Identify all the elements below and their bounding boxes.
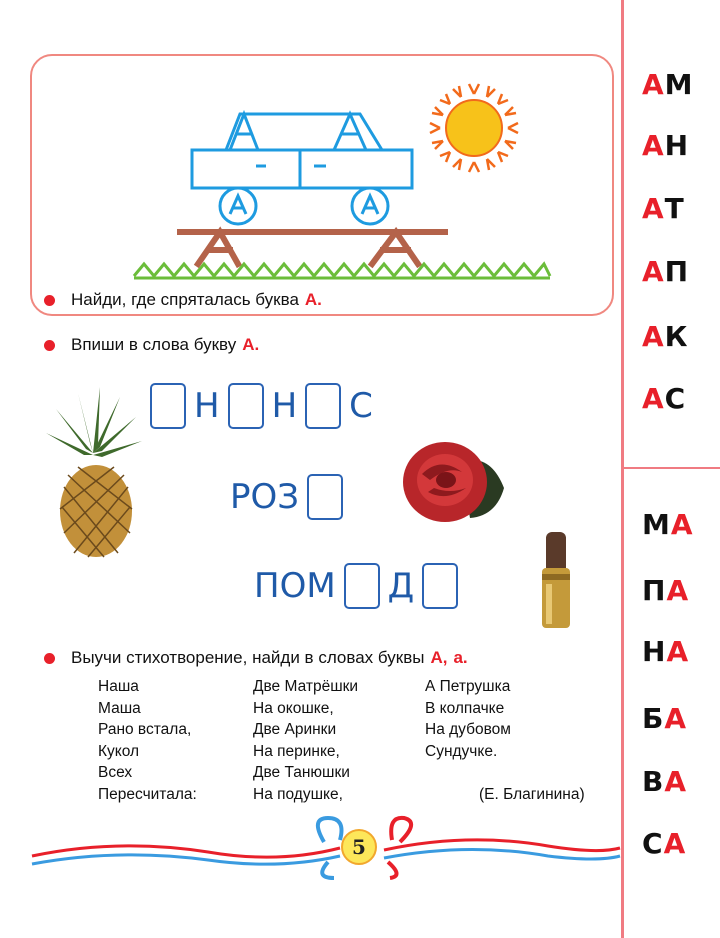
word-row-3	[248, 563, 460, 609]
bullet-dot	[44, 295, 55, 306]
task-write-letter	[44, 335, 259, 355]
poem-line: А Петрушка	[425, 678, 511, 695]
task-find-letter-highlight: А.	[304, 290, 322, 309]
ribbon-decoration	[28, 812, 624, 882]
word-letter: Н	[194, 386, 220, 426]
word-row-2	[224, 474, 345, 520]
poem-column-3	[425, 676, 511, 762]
syllable-top-3: АТ	[642, 192, 685, 225]
word-letter: Н	[271, 386, 298, 426]
syllable-bottom-3: НА	[642, 635, 690, 668]
syllable-top-5: АК	[642, 320, 689, 353]
letter-box[interactable]	[150, 383, 186, 429]
poem-line: Две Танюшки	[253, 764, 350, 781]
car-body	[192, 150, 412, 188]
syllable-bottom-6: СА	[642, 827, 687, 860]
syllable-top-1: АМ	[642, 68, 694, 101]
task-write-letter-highlight: А.	[242, 335, 260, 354]
bullet-dot	[44, 653, 55, 664]
letter-box[interactable]	[344, 563, 380, 609]
word-row-1	[148, 383, 379, 429]
poem-line: На перинке,	[253, 742, 340, 760]
word-letter: Д	[387, 566, 415, 606]
syllable-bottom-2: ПА	[642, 574, 690, 607]
pineapple-image	[38, 383, 148, 559]
task-poem-text: Выучи стихотворение, найди в словах буквы	[71, 648, 425, 667]
task-find-letter	[44, 290, 322, 310]
poem-line: Маша	[98, 699, 141, 717]
task-poem-highlight-2: а.	[453, 648, 468, 667]
roof-letter-a-2	[334, 114, 366, 150]
sidebar-divider	[624, 467, 720, 469]
syllable-bottom-4: БА	[642, 702, 688, 735]
poem-line: Кукол	[98, 742, 140, 760]
task-write-letter-text: Впиши в слова букву	[71, 335, 237, 354]
poem-column-1	[98, 676, 197, 805]
poem-column-2	[253, 676, 358, 805]
poem-line: В колпачке	[425, 699, 505, 717]
letter-box[interactable]	[305, 383, 341, 429]
task-find-letter-text: Найди, где спряталась буква	[71, 290, 299, 309]
poem-line: На дубовом	[425, 721, 511, 738]
word-letter: С	[349, 386, 373, 426]
poem-line: Две Матрёшки	[253, 678, 359, 695]
word-letter: РОЗ	[230, 477, 300, 517]
task-poem-highlight-1: А,	[430, 648, 448, 667]
page-number: 5	[341, 829, 377, 865]
letter-box[interactable]	[307, 474, 343, 520]
poem-line: На подушке,	[253, 785, 343, 803]
sun-illustration	[430, 84, 518, 172]
poem-line: Пересчитала:	[98, 785, 197, 803]
bullet-dot	[44, 340, 55, 351]
lipstick-image	[532, 528, 596, 634]
syllable-bottom-1: МА	[642, 508, 694, 541]
poem-author: (Е. Благинина)	[479, 786, 585, 803]
poem-line: Наша	[98, 678, 139, 695]
syllable-top-4: АП	[642, 255, 690, 288]
syllable-top-2: АН	[642, 129, 690, 162]
poem-line: Рано встала,	[98, 721, 192, 738]
poem-line: Две Аринки	[253, 721, 337, 738]
poem-line: Сундучке.	[425, 742, 498, 760]
letter-box[interactable]	[228, 383, 264, 429]
word-letter: ПОМ	[254, 566, 336, 606]
poem-line: На окошке,	[253, 699, 334, 717]
task-poem	[44, 648, 468, 668]
rose-image	[400, 432, 510, 528]
letter-box[interactable]	[422, 563, 458, 609]
poem-line: Всех	[98, 764, 133, 781]
car-illustration	[120, 76, 560, 286]
syllable-sidebar	[621, 0, 720, 938]
syllable-top-6: АС	[642, 382, 687, 415]
syllable-bottom-5: ВА	[642, 765, 688, 798]
